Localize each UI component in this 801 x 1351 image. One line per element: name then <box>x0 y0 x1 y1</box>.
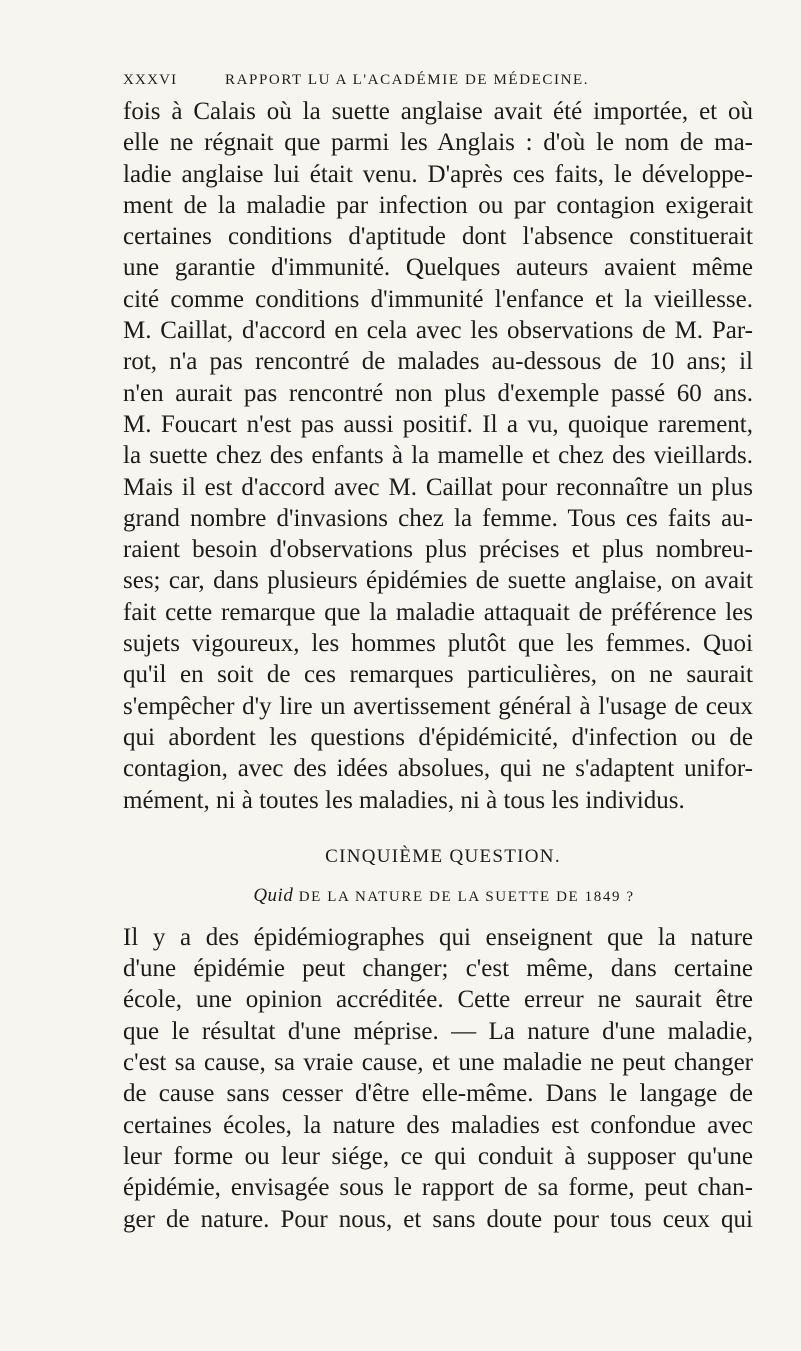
text-line: raient besoin d'observations plus précises et plus nombreu- <box>123 536 753 564</box>
text-line: épidémie, envisagée sous le rapport de sa forme, peut chan- <box>123 1174 753 1202</box>
text-line: grand nombre d'invasions chez la femme. Tous ces faits au- <box>123 504 753 532</box>
text-line: ladie anglaise lui était venu. D'après ces faits, le développe- <box>123 160 753 188</box>
paragraph-2 <box>123 922 753 1235</box>
text-line: cité comme conditions d'immunité l'enfance et la vieillesse. <box>123 285 753 313</box>
text-line: fois à Calais où la suette anglaise avait été importée, et où <box>123 98 753 125</box>
text-line: certaines écoles, la nature des maladies est confondue avec <box>123 1111 753 1139</box>
text-line: elle ne régnait que parmi les Anglais : d'où le nom de ma- <box>123 129 753 157</box>
text-line: école, une opinion accréditée. Cette erreur ne saurait être <box>123 986 753 1014</box>
text-line: n'en aurait pas rencontré non plus d'exemple passé 60 ans. <box>123 379 753 407</box>
text-line: la suette chez des enfants à la mamelle et chez des vieillards. <box>123 442 753 470</box>
text-line: M. Caillat, d'accord en cela avec les observations de M. Par- <box>123 317 753 345</box>
text-line: Mais il est d'accord avec M. Caillat pour reconnaître un plus <box>123 473 753 501</box>
book-page <box>123 64 753 1235</box>
text-line: ment de la maladie par infection ou par contagion exigerait <box>123 191 753 219</box>
subheading-text: DE LA NATURE DE LA SUETTE DE 1849 ? <box>298 888 635 905</box>
section-subheading <box>123 878 753 914</box>
text-line: c'est sa cause, sa vraie cause, et une maladie ne peut changer <box>123 1049 753 1077</box>
text-line: certaines conditions d'aptitude dont l'absence constituerait <box>123 223 753 251</box>
text-line: leur forme ou leur siége, ce qui conduit à supposer qu'une <box>123 1142 753 1170</box>
text-line: sujets vigoureux, les hommes plutôt que les femmes. Quoi <box>123 630 753 658</box>
paragraph-1 <box>123 96 753 816</box>
text-line: d'une épidémie peut changer; c'est même, dans certaine <box>123 955 753 983</box>
text-line: qui abordent les questions d'épidémicité, d'infection ou de <box>123 723 753 751</box>
page-number: XXXVI <box>123 72 178 88</box>
text-line: contagion, avec des idées absolues, qui ne s'adaptent unifor- <box>123 755 753 783</box>
text-line: Il y a des épidémiographes qui enseignent que la nature <box>123 923 753 951</box>
running-title: RAPPORT LU A L'ACADÉMIE DE MÉDECINE. <box>225 72 590 88</box>
subheading-quid: Quid <box>253 884 294 906</box>
text-line: une garantie d'immunité. Quelques auteurs avaient même <box>123 254 753 282</box>
text-line: rot, n'a pas rencontré de malades au-dessous de 10 ans; il <box>123 348 753 376</box>
text-line: de cause sans cesser d'être elle-même. Dans le langage de <box>123 1080 753 1108</box>
text-line: que le résultat d'une méprise. — La nature d'une maladie, <box>123 1017 753 1045</box>
text-line: M. Foucart n'est pas aussi positif. Il a vu, quoique rarement, <box>123 410 753 438</box>
text-line: mément, ni à toutes les maladies, ni à tous les individus. <box>123 786 685 814</box>
text-line: ger de nature. Pour nous, et sans doute pour tous ceux qui <box>123 1205 753 1233</box>
text-line: qu'il en soit de ces remarques particulières, on ne saurait <box>123 661 753 689</box>
text-line: s'empêcher d'y lire un avertissement général à l'usage de ceux <box>123 692 753 720</box>
text-line: fait cette remarque que la maladie attaquait de préférence les <box>123 598 753 626</box>
section-heading: CINQUIÈME QUESTION. <box>325 845 561 867</box>
running-head <box>123 64 753 96</box>
text-line: ses; car, dans plusieurs épidémies de suette anglaise, on avait <box>123 567 753 595</box>
